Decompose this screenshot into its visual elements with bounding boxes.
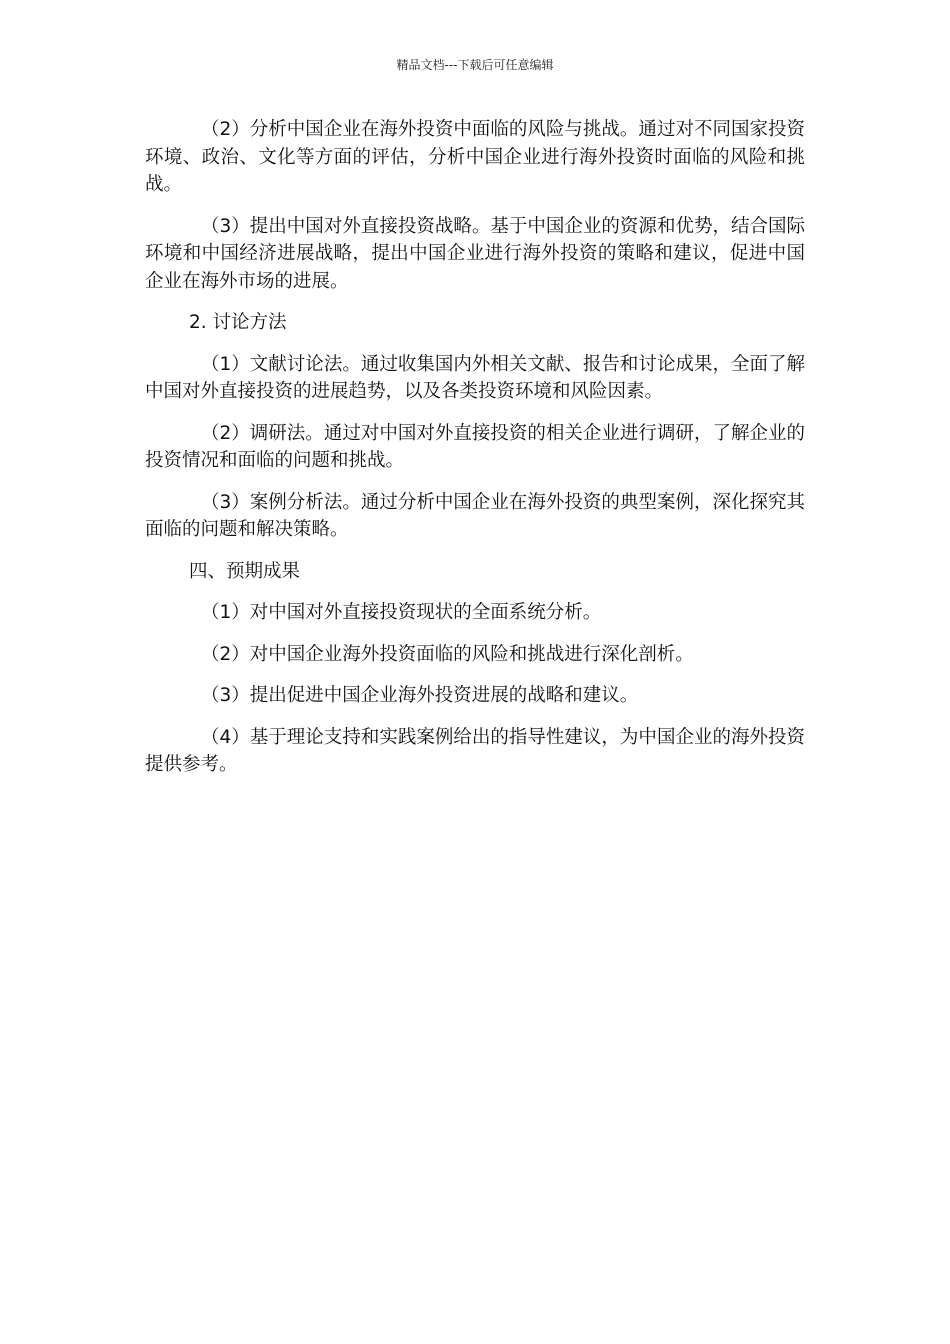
paragraph-case-method: （3）案例分析法。通过分析中国企业在海外投资的典型案例，深化探究其面临的问题和解决策略。 [145, 491, 805, 540]
paragraph-result-3: （3）提出促进中国企业海外投资进展的战略和建议。 [201, 685, 639, 706]
paragraph-literature-method: （1）文献讨论法。通过收集国内外相关文献、报告和讨论成果，全面了解中国对外直接投资的进展趋势，以及各类投资环境和风险因素。 [145, 353, 805, 402]
section-heading-expected-results: 四、预期成果 [189, 560, 301, 582]
page-header: 精品文档---下载后可任意编辑 [396, 58, 554, 72]
paragraph-risk-analysis: （2）分析中国企业在海外投资中面临的风险与挑战。通过对不同国家投资环境、政治、文化等方面的评估，分析中国企业进行海外投资时面临的风险和挑战。 [145, 119, 805, 195]
paragraph-survey-method: （2）调研法。通过对中国对外直接投资的相关企业进行调研，了解企业的投资情况和面临的问题和挑战。 [145, 422, 805, 471]
section-heading-methods: 2. 讨论方法 [189, 312, 287, 333]
paragraph-result-2: （2）对中国企业海外投资面临的风险和挑战进行深化剖析。 [201, 643, 694, 665]
paragraph-investment-strategy: （3）提出中国对外直接投资战略。基于中国企业的资源和优势，结合国际环境和中国经济进展战略，提出中国企业进行海外投资的策略和建议，促进中国企业在海外市场的进展。 [145, 215, 805, 292]
paragraph-result-4: （4）基于理论支持和实践案例给出的指导性建议，为中国企业的海外投资提供参考。 [145, 726, 805, 775]
paragraph-result-1: （1）对中国对外直接投资现状的全面系统分析。 [201, 602, 602, 623]
document-body [145, 116, 805, 793]
